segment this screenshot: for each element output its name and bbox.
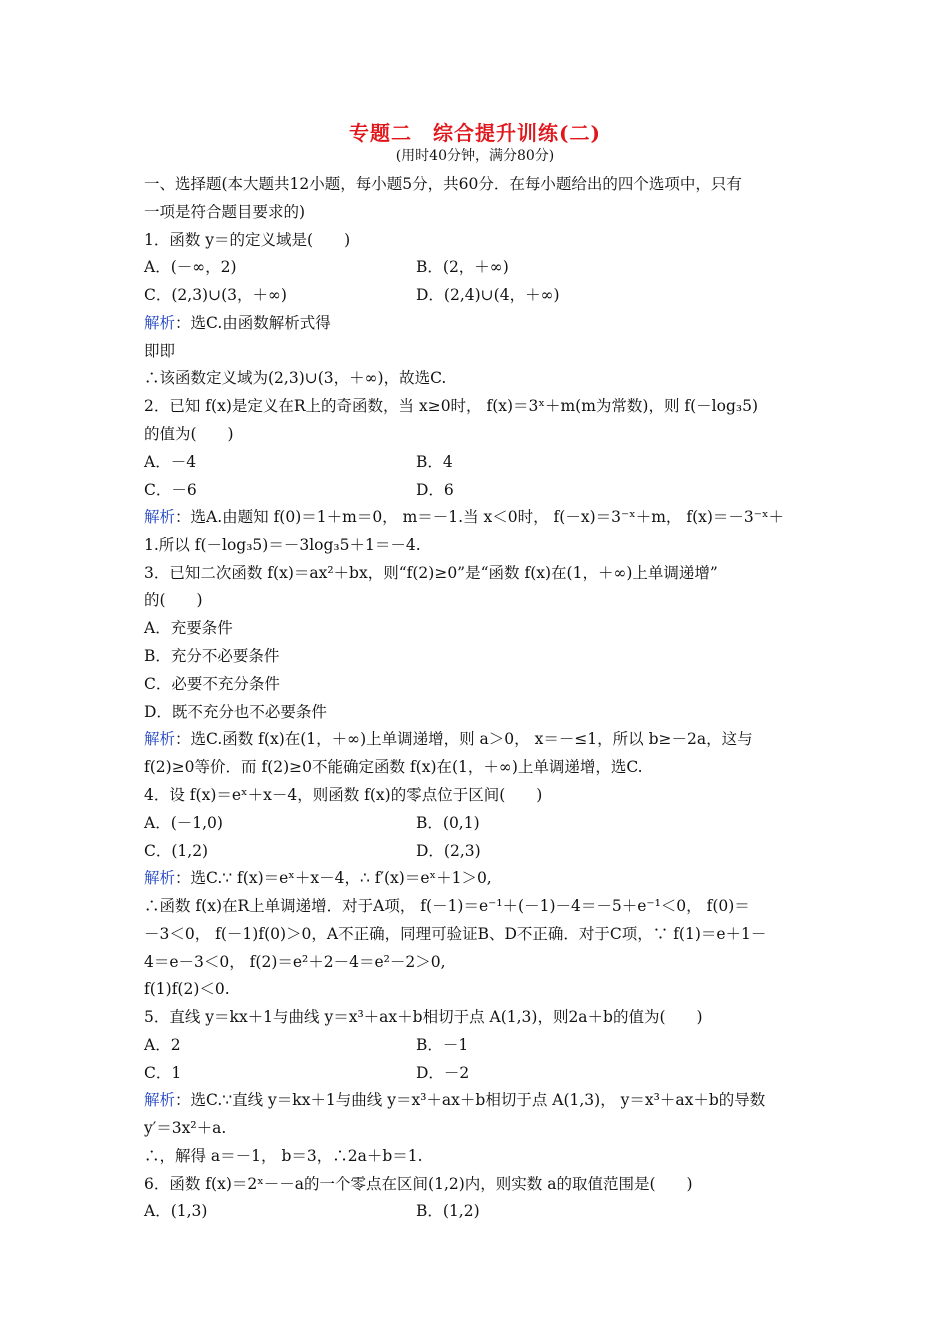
q6-option-a: A．(1,3) — [144, 1202, 208, 1220]
q1-stem: 1．函数 y＝的定义域是( ) — [144, 231, 351, 249]
q6-stem: 6．函数 f(x)＝2ˣ－－a的一个零点在区间(1,2)内，则实数 a的取值范围是( ) — [144, 1175, 693, 1193]
q4-option-c: C．(1,2) — [144, 842, 209, 860]
section-heading-cont: 一项是符合题目要求的) — [144, 203, 306, 221]
q5-stem: 5．直线 y＝kx＋1与曲线 y＝x³＋ax＋b相切于点 A(1,3)，则2a＋b的值为( ) — [144, 1008, 703, 1026]
q5-analysis-text: ：选C.∵直线 y＝kx＋1与曲线 y＝x³＋ax＋b相切于点 A(1,3)， y＝x³＋ax＋b的导数 — [175, 1091, 766, 1109]
analysis-label: 解析 — [144, 314, 176, 332]
q2-stem-cont: 的值为( ) — [144, 425, 234, 443]
q5-option-c: C．1 — [144, 1064, 182, 1082]
q2-option-d: D．6 — [416, 481, 454, 499]
q4-analysis — [144, 868, 492, 888]
q4-analysis-5: f(1)f(2)＜0. — [144, 980, 230, 998]
q3-analysis-text: ：选C.函数 f(x)在(1，＋∞)上单调递增，则 a＞0， x＝－≤1，所以 b≥－2a，这与 — [175, 730, 753, 748]
page-title: 专题二 综合提升训练(二) — [349, 121, 601, 145]
section-heading: 一、选择题(本大题共12小题，每小题5分，共60分．在每小题给出的四个选项中，只有 — [144, 175, 742, 193]
q4-option-d: D．(2,3) — [416, 842, 481, 860]
q1-analysis-text: ：选C.由函数解析式得 — [175, 314, 331, 332]
q2-option-c: C．－6 — [144, 481, 197, 499]
q5-option-a: A．2 — [144, 1036, 181, 1054]
q5-analysis-3: ∴，解得 a＝－1， b＝3，∴2a＋b＝1. — [144, 1147, 423, 1165]
q4-analysis-2: ∴函数 f(x)在R上单调递增．对于A项， f(－1)＝e⁻¹＋(－1)－4＝－5＋e⁻¹＜0， f(0)＝ — [144, 897, 750, 915]
q1-option-b: B．(2，＋∞) — [416, 258, 509, 276]
q4-analysis-text: ：选C.∵ f(x)＝eˣ＋x－4，∴ f′(x)＝eˣ＋1＞0, — [175, 869, 492, 887]
q2-analysis-2: 1.所以 f(－log₃5)＝－3log₃5＋1＝－4. — [144, 536, 421, 554]
q3-stem-cont: 的( ) — [144, 591, 203, 609]
q4-analysis-4: 4＝e－3＜0， f(2)＝e²＋2－4＝e²－2＞0, — [144, 953, 446, 971]
q2-option-b: B．4 — [416, 453, 453, 471]
analysis-label: 解析 — [144, 869, 176, 887]
q2-analysis — [144, 507, 784, 527]
analysis-label: 解析 — [144, 1091, 176, 1109]
q3-analysis-2: f(2)≥0等价．而 f(2)≥0不能确定函数 f(x)在(1，＋∞)上单调递增，选C. — [144, 758, 643, 776]
q2-analysis-text: ：选A.由题知 f(0)＝1＋m＝0， m＝－1.当 x＜0时， f(－x)＝3⁻ˣ＋m， f(x)＝－3⁻ˣ＋ — [175, 508, 785, 526]
q4-analysis-3: －3＜0， f(－1)f(0)＞0，A不正确，同理可验证B、D不正确．对于C项，∵ f(1)＝e＋1－ — [144, 925, 767, 943]
q1-option-c: C．(2,3)∪(3，＋∞) — [144, 286, 287, 304]
q3-option-d: D．既不充分也不必要条件 — [144, 703, 327, 721]
q4-option-a: A．(－1,0) — [144, 814, 223, 832]
q2-stem: 2．已知 f(x)是定义在R上的奇函数，当 x≥0时， f(x)＝3ˣ＋m(m为常数)，则 f(－log₃5) — [144, 397, 759, 415]
q4-stem: 4．设 f(x)＝eˣ＋x－4，则函数 f(x)的零点位于区间( ) — [144, 786, 543, 804]
q4-option-b: B．(0,1) — [416, 814, 480, 832]
q3-stem: 3．已知二次函数 f(x)＝ax²＋bx，则“f(2)≥0”是“函数 f(x)在(1，＋∞)上单调递增” — [144, 564, 718, 582]
analysis-label: 解析 — [144, 730, 176, 748]
q1-analysis-3: ∴该函数定义域为(2,3)∪(3，＋∞)，故选C. — [144, 369, 447, 387]
q3-option-a: A．充要条件 — [144, 619, 233, 637]
page-subtitle: (用时40分钟，满分80分) — [395, 148, 555, 164]
analysis-label: 解析 — [144, 508, 176, 526]
q5-option-b: B．－1 — [416, 1036, 469, 1054]
q1-analysis-2: 即即 — [144, 342, 176, 360]
q5-analysis-2: y′＝3x²＋a. — [144, 1119, 227, 1137]
q5-option-d: D．－2 — [416, 1064, 470, 1082]
q3-analysis — [144, 729, 753, 749]
q6-option-b: B．(1,2) — [416, 1202, 480, 1220]
q1-option-d: D．(2,4)∪(4，＋∞) — [416, 286, 560, 304]
q1-analysis — [144, 313, 331, 333]
q3-option-c: C．必要不充分条件 — [144, 675, 280, 693]
q1-option-a: A．(－∞，2) — [144, 258, 237, 276]
q2-option-a: A．－4 — [144, 453, 197, 471]
q5-analysis — [144, 1090, 765, 1110]
q3-option-b: B．充分不必要条件 — [144, 647, 280, 665]
